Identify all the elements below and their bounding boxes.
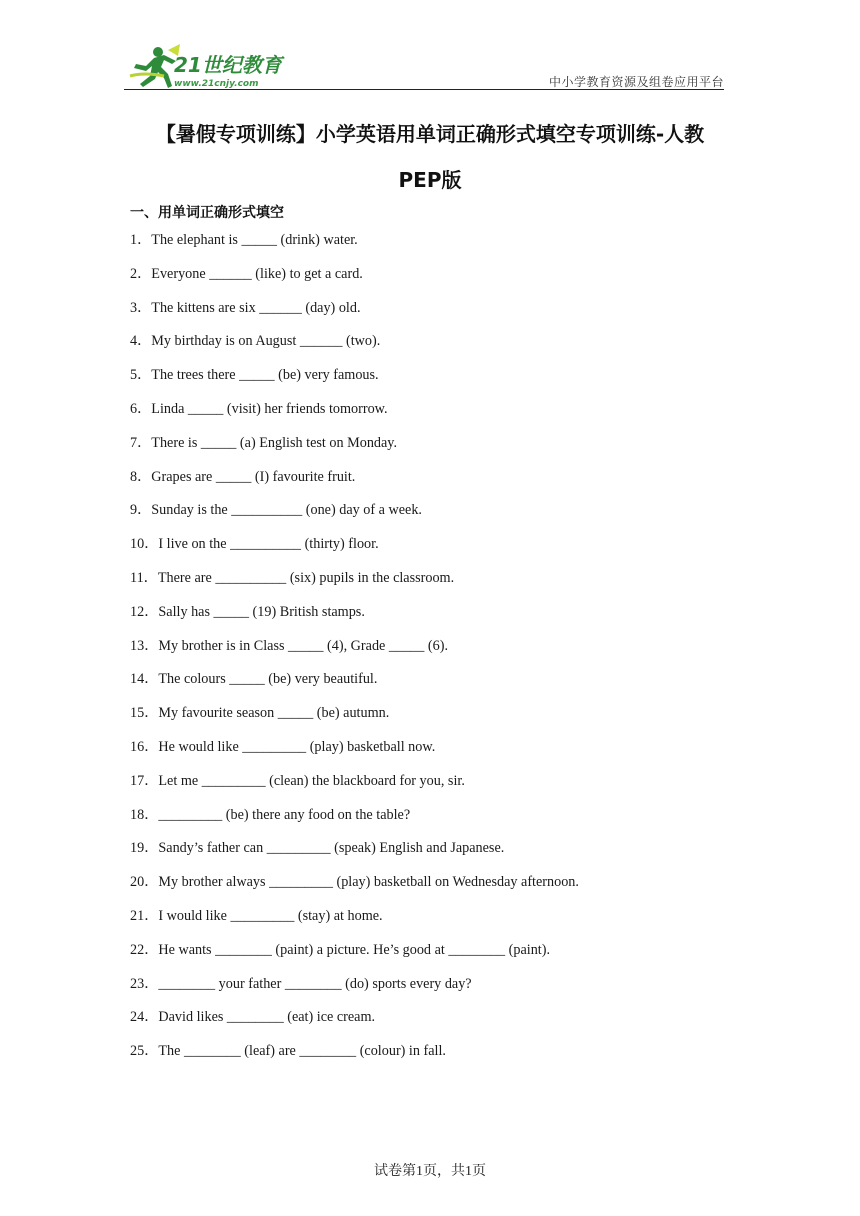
page-footer: 试卷第1页，共1页 — [374, 1164, 486, 1179]
document-title-line-2: PEP版 — [398, 168, 462, 192]
question-item: 18．_________ (be) there any food on the table? — [130, 806, 411, 823]
question-item: 16．He would like _________ (play) basketball now. — [130, 738, 436, 755]
header-rule — [124, 89, 724, 90]
logo-url: www.21cnjy.com — [174, 79, 259, 89]
question-item: 15．My favourite season _____ (be) autumn. — [130, 705, 390, 722]
question-list — [130, 230, 770, 1075]
question-item: 6．Linda _____ (visit) her friends tomorrow. — [130, 400, 388, 417]
question-item: 5．The trees there _____ (be) very famous. — [130, 367, 379, 384]
question-item: 21．I would like _________ (stay) at home. — [130, 907, 383, 924]
question-item: 7．There is _____ (a) English test on Monday. — [130, 434, 398, 451]
question-item: 3．The kittens are six ______ (day) old. — [130, 299, 361, 316]
question-item: 19．Sandy’s father can _________ (speak) English and Japanese. — [130, 840, 505, 857]
question-item: 17．Let me _________ (clean) the blackboard for you, sir. — [130, 772, 465, 789]
question-item: 10．I live on the __________ (thirty) floor. — [130, 536, 379, 553]
question-item: 22．He wants ________ (paint) a picture. He’s good at ________ (paint). — [130, 941, 551, 958]
section-heading: 一、用单词正确形式填空 — [130, 205, 284, 221]
document-title-line-1: 【暑假专项训练】小学英语用单词正确形式填空专项训练-人教 — [155, 122, 705, 146]
question-item: 1．The elephant is _____ (drink) water. — [130, 232, 358, 248]
logo-text: 21世纪教育 — [174, 53, 282, 77]
question-item: 8．Grapes are _____ (I) favourite fruit. — [130, 468, 356, 485]
platform-name: 中小学教育资源及组卷应用平台 — [548, 75, 724, 89]
question-item: 20．My brother always _________ (play) basketball on Wednesday afternoon. — [130, 874, 579, 891]
question-item: 2．Everyone ______ (like) to get a card. — [130, 265, 363, 282]
question-item: 4．My birthday is on August ______ (two). — [130, 333, 381, 350]
question-item: 23．________ your father ________ (do) sports every day? — [130, 975, 472, 992]
question-item: 12．Sally has _____ (19) British stamps. — [130, 603, 365, 620]
question-item: 14．The colours _____ (be) very beautiful. — [130, 671, 378, 688]
question-item: 24．David likes ________ (eat) ice cream. — [130, 1009, 376, 1026]
question-item: 13．My brother is in Class _____ (4), Grade _____ (6). — [130, 637, 448, 654]
page-header — [124, 42, 724, 90]
question-item: 25．The ________ (leaf) are ________ (colour) in fall. — [130, 1043, 446, 1060]
question-item: 11．There are __________ (six) pupils in the classroom. — [130, 569, 455, 586]
question-item: 9．Sunday is the __________ (one) day of a week. — [130, 502, 422, 519]
logo — [124, 42, 294, 90]
logo-runner-icon — [124, 42, 294, 90]
